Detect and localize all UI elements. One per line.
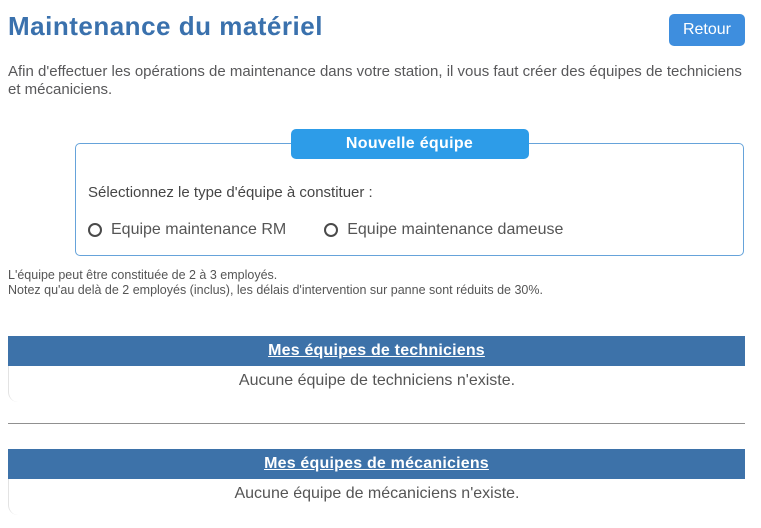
- new-team-header-button[interactable]: Nouvelle équipe: [291, 129, 529, 159]
- mechanics-section: [8, 449, 753, 515]
- radio-option-maintenance-rm[interactable]: [88, 221, 286, 239]
- team-size-notes: [8, 268, 753, 298]
- note-team-size: L'équipe peut être constituée de 2 à 3 employés.: [8, 268, 278, 282]
- mechanics-teams-link[interactable]: Mes équipes de mécaniciens: [264, 455, 489, 472]
- technicians-section: [8, 336, 753, 402]
- radio-maintenance-rm[interactable]: [88, 223, 102, 237]
- mechanics-empty-message: Aucune équipe de mécaniciens n'existe.: [8, 479, 745, 515]
- section-divider: [8, 423, 745, 424]
- radio-maintenance-rm-label: Equipe maintenance RM: [111, 221, 287, 238]
- technicians-section-bar: [8, 336, 745, 366]
- page-title: Maintenance du matériel: [8, 11, 323, 41]
- page-header: [8, 10, 753, 46]
- back-button[interactable]: Retour: [669, 14, 745, 46]
- radio-maintenance-dameuse[interactable]: [324, 223, 338, 237]
- technicians-teams-link[interactable]: Mes équipes de techniciens: [268, 342, 485, 359]
- mechanics-section-bar: [8, 449, 745, 479]
- radio-option-maintenance-dameuse[interactable]: [324, 221, 563, 239]
- radio-maintenance-dameuse-label: Equipe maintenance dameuse: [347, 221, 564, 238]
- team-type-select-label: Sélectionnez le type d'équipe à constituer :: [88, 184, 373, 201]
- new-team-panel: [75, 135, 744, 256]
- intro-text: Afin d'effectuer les opérations de maintenance dans votre station, il vous faut créer des équipes de techniciens et mécaniciens.: [8, 63, 742, 98]
- technicians-empty-message: Aucune équipe de techniciens n'existe.: [8, 366, 745, 402]
- note-intervention-delay: Notez qu'au delà de 2 employés (inclus), les délais d'intervention sur panne sont réduits de 30%.: [8, 283, 543, 297]
- team-type-options: [88, 221, 731, 239]
